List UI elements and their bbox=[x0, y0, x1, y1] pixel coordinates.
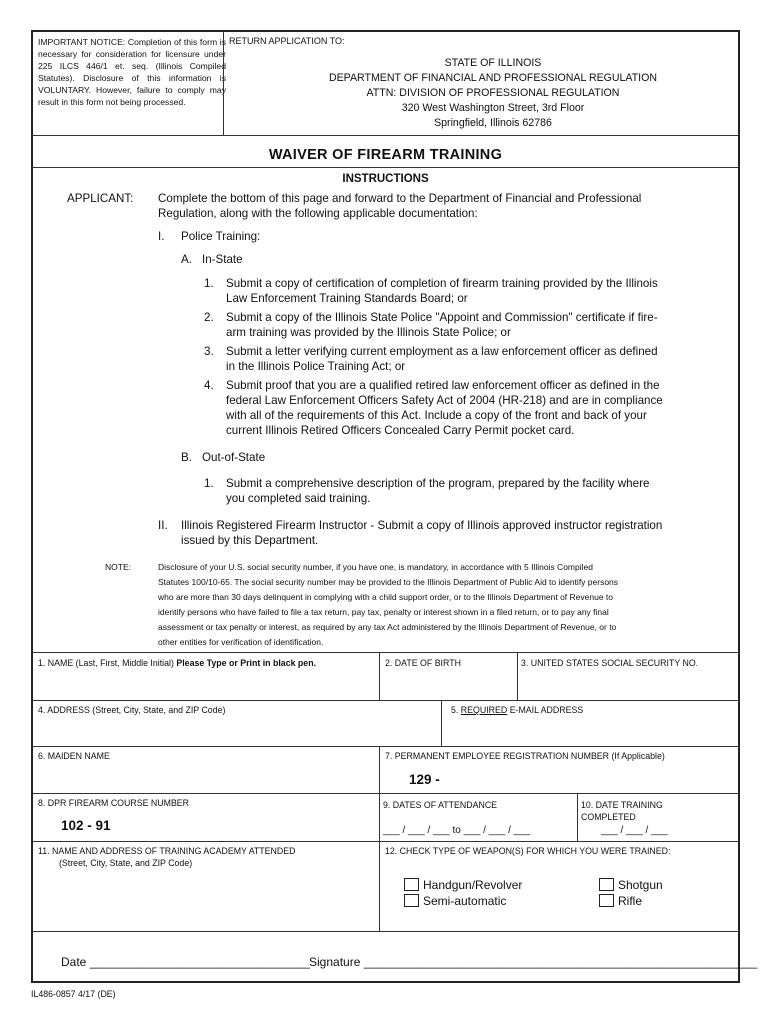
row-2-rule bbox=[33, 746, 738, 747]
return-address bbox=[263, 56, 723, 131]
out-state-item-num: 1. bbox=[204, 477, 214, 490]
out-state-label: Out-of-State bbox=[202, 451, 266, 464]
rifle-label: Rifle bbox=[618, 894, 643, 908]
shotgun-checkbox[interactable] bbox=[599, 878, 614, 891]
course-number-label: 8. DPR FIREARM COURSE NUMBER bbox=[38, 798, 190, 808]
maiden-name-label: 6. MAIDEN NAME bbox=[38, 751, 110, 761]
in-state-item-4-line-3: with all of the requirements of this Act. Include a copy of the front and back of your bbox=[226, 409, 647, 422]
date-label: Date bbox=[61, 955, 87, 969]
form-code: IL486-0857 4/17 (DE) bbox=[31, 989, 116, 999]
fields-top-rule bbox=[33, 652, 738, 653]
out-state-item-line-2: you completed said training. bbox=[226, 492, 371, 505]
dates-attendance-label: 9. DATES OF ATTENDANCE bbox=[383, 800, 498, 810]
date-field[interactable] bbox=[61, 955, 310, 969]
note-line-5: assessment or tax penalty or interest, as required by any tax Act administered by the Illinois Department of Revenue, or to bbox=[158, 622, 617, 632]
in-state-label: In-State bbox=[202, 253, 243, 266]
in-state-item-1-line-2: Law Enforcement Training Standards Board; or bbox=[226, 292, 468, 305]
divider-2-3 bbox=[517, 652, 518, 700]
in-state-item-3-num: 3. bbox=[204, 345, 214, 358]
waiver-form bbox=[31, 30, 758, 983]
row-4-rule bbox=[33, 841, 738, 842]
applicant-text-2: Regulation, along with the following applicable documentation: bbox=[158, 207, 478, 220]
date-line: _________________________________ bbox=[89, 955, 310, 969]
email-field[interactable] bbox=[451, 704, 583, 716]
section-i-label: Police Training: bbox=[181, 230, 261, 243]
in-state-item-3-line-2: in the Illinois Police Training Act; or bbox=[226, 360, 406, 373]
in-state-item-4-line-1: Submit proof that you are a qualified retired law enforcement officer as defined in the bbox=[226, 379, 660, 392]
rifle-checkbox[interactable] bbox=[599, 894, 614, 907]
handgun-checkbox[interactable] bbox=[404, 878, 419, 891]
note-line-6: other entities for verification of identification. bbox=[158, 637, 324, 647]
address-line-2: DEPARTMENT OF FINANCIAL AND PROFESSIONAL REGULATION bbox=[328, 72, 658, 84]
date-completed-label-1: 10. DATE TRAINING bbox=[581, 800, 663, 810]
row-3-rule bbox=[33, 793, 738, 794]
date-completed-label-2: COMPLETED bbox=[581, 812, 636, 822]
date-of-birth-label: 2. DATE OF BIRTH bbox=[385, 658, 461, 668]
instructions-heading: INSTRUCTIONS bbox=[342, 173, 429, 185]
course-number-value[interactable]: 102 - 91 bbox=[61, 818, 111, 833]
signature-label: Signature bbox=[309, 955, 361, 969]
perc-number-value[interactable]: 129 - bbox=[409, 772, 440, 787]
rifle-option[interactable] bbox=[599, 894, 642, 908]
divider-11-12 bbox=[379, 841, 380, 931]
divider-1-2 bbox=[379, 652, 380, 700]
applicant-label: APPLICANT: bbox=[67, 192, 134, 205]
title-rule bbox=[33, 167, 738, 168]
out-state-letter: B. bbox=[181, 451, 192, 464]
semi-auto-option[interactable] bbox=[404, 894, 506, 908]
semi-auto-label: Semi-automatic bbox=[423, 894, 507, 908]
return-label: RETURN APPLICATION TO: bbox=[229, 36, 345, 46]
note-line-3: who are more than 30 days delinquent in complying with a child support order, or to the Illinois Department of Revenue to bbox=[158, 592, 614, 602]
academy-label-2: (Street, City, State, and ZIP Code) bbox=[59, 858, 193, 868]
note-line-2: Statutes 100/10-65. The social security number may be provided to the Illinois Department of Public Aid to identify persons bbox=[158, 577, 619, 587]
divider-4-5 bbox=[441, 700, 442, 746]
in-state-item-4-line-2: federal Law Enforcement Officers Safety Act of 2004 (HR-218) and are in compliance bbox=[226, 394, 663, 407]
section-ii-line-1: Illinois Registered Firearm Instructor - Submit a copy of Illinois approved instructor registration bbox=[181, 519, 663, 532]
section-i-num: I. bbox=[158, 230, 165, 243]
header-divider bbox=[223, 32, 224, 135]
note-line-1: Disclosure of your U.S. social security number, if you have one, is mandatory, in accordance with 5 Illinois Compiled bbox=[158, 562, 593, 572]
address-line-5: Springfield, Illinois 62786 bbox=[434, 117, 552, 129]
section-ii-line-2: issued by this Department. bbox=[181, 534, 319, 547]
section-ii-num: II. bbox=[158, 519, 168, 532]
form-title: WAIVER OF FIREARM TRAINING bbox=[268, 147, 503, 163]
email-num: 5. bbox=[451, 705, 459, 715]
signature-line: ___________________________________________________________ bbox=[363, 955, 758, 969]
in-state-item-4-line-4: current Illinois Retired Officers Concealed Carry Permit pocket card. bbox=[226, 424, 575, 437]
address-line-1: STATE OF ILLINOIS bbox=[444, 57, 542, 69]
academy-label-1: 11. NAME AND ADDRESS OF TRAINING ACADEMY ATTENDED bbox=[38, 846, 296, 856]
name-instruction: Please Type or Print in black pen. bbox=[176, 658, 317, 668]
shotgun-label: Shotgun bbox=[618, 878, 663, 892]
in-state-item-2-line-2: arm training was provided by the Illinois State Police; or bbox=[226, 326, 511, 339]
note-line-4: identify persons who have failed to file a tax return, pay tax, penalty or interest shown in a filed return, or to pay any final bbox=[158, 607, 609, 617]
email-required: REQUIRED bbox=[460, 705, 508, 715]
in-state-item-3-line-1: Submit a letter verifying current employment as a law enforcement officer as defined bbox=[226, 345, 658, 358]
date-completed-input[interactable]: ___ / ___ / ___ bbox=[601, 825, 668, 836]
perc-number-label: 7. PERMANENT EMPLOYEE REGISTRATION NUMBER (If Applicable) bbox=[385, 751, 665, 761]
email-label: E-MAIL ADDRESS bbox=[509, 705, 584, 715]
in-state-item-4-num: 4. bbox=[204, 379, 214, 392]
name-label: 1. NAME (Last, First, Middle Initial) bbox=[38, 658, 174, 668]
row-1-rule bbox=[33, 700, 738, 701]
in-state-item-2-num: 2. bbox=[204, 311, 214, 324]
in-state-item-1-line-1: Submit a copy of certification of completion of firearm training provided by the Illinois bbox=[226, 277, 658, 290]
address-line-3: ATTN: DIVISION OF PROFESSIONAL REGULATION bbox=[366, 87, 620, 99]
header-bottom-rule bbox=[33, 135, 738, 136]
in-state-letter: A. bbox=[181, 253, 192, 266]
handgun-label: Handgun/Revolver bbox=[423, 878, 523, 892]
weapon-type-label: 12. CHECK TYPE OF WEAPON(S) FOR WHICH YOU WERE TRAINED: bbox=[385, 846, 671, 856]
ssn-label: 3. UNITED STATES SOCIAL SECURITY NO. bbox=[521, 658, 699, 668]
address-line-4: 320 West Washington Street, 3rd Floor bbox=[401, 102, 585, 114]
shotgun-option[interactable] bbox=[599, 878, 663, 892]
signature-field[interactable] bbox=[309, 955, 757, 969]
semi-auto-checkbox[interactable] bbox=[404, 894, 419, 907]
note-label: NOTE: bbox=[105, 562, 131, 572]
divider-9-10 bbox=[577, 793, 578, 841]
name-field[interactable] bbox=[38, 657, 316, 669]
address-label: 4. ADDRESS (Street, City, State, and ZIP Code) bbox=[38, 705, 226, 715]
handgun-option[interactable] bbox=[404, 878, 522, 892]
out-state-item-line-1: Submit a comprehensive description of the program, prepared by the facility where bbox=[226, 477, 650, 490]
important-notice: IMPORTANT NOTICE: Completion of this form is necessary for consideration for licensure under 225 ILCS 446/1 et. seq. (Illinois Compiled Statutes). Disclosure of this information is VOLUNTARY. However, failure to comply may result in this form not being processed. bbox=[38, 37, 226, 107]
applicant-text-1: Complete the bottom of this page and forward to the Department of Financial and Professional bbox=[158, 192, 642, 205]
in-state-item-1-num: 1. bbox=[204, 277, 214, 290]
row-5-rule bbox=[33, 931, 738, 932]
in-state-item-2-line-1: Submit a copy of the Illinois State Police "Appoint and Commission" certificate if fire- bbox=[226, 311, 658, 324]
dates-attendance-input[interactable]: ___ / ___ / ___ to ___ / ___ / ___ bbox=[383, 825, 531, 836]
